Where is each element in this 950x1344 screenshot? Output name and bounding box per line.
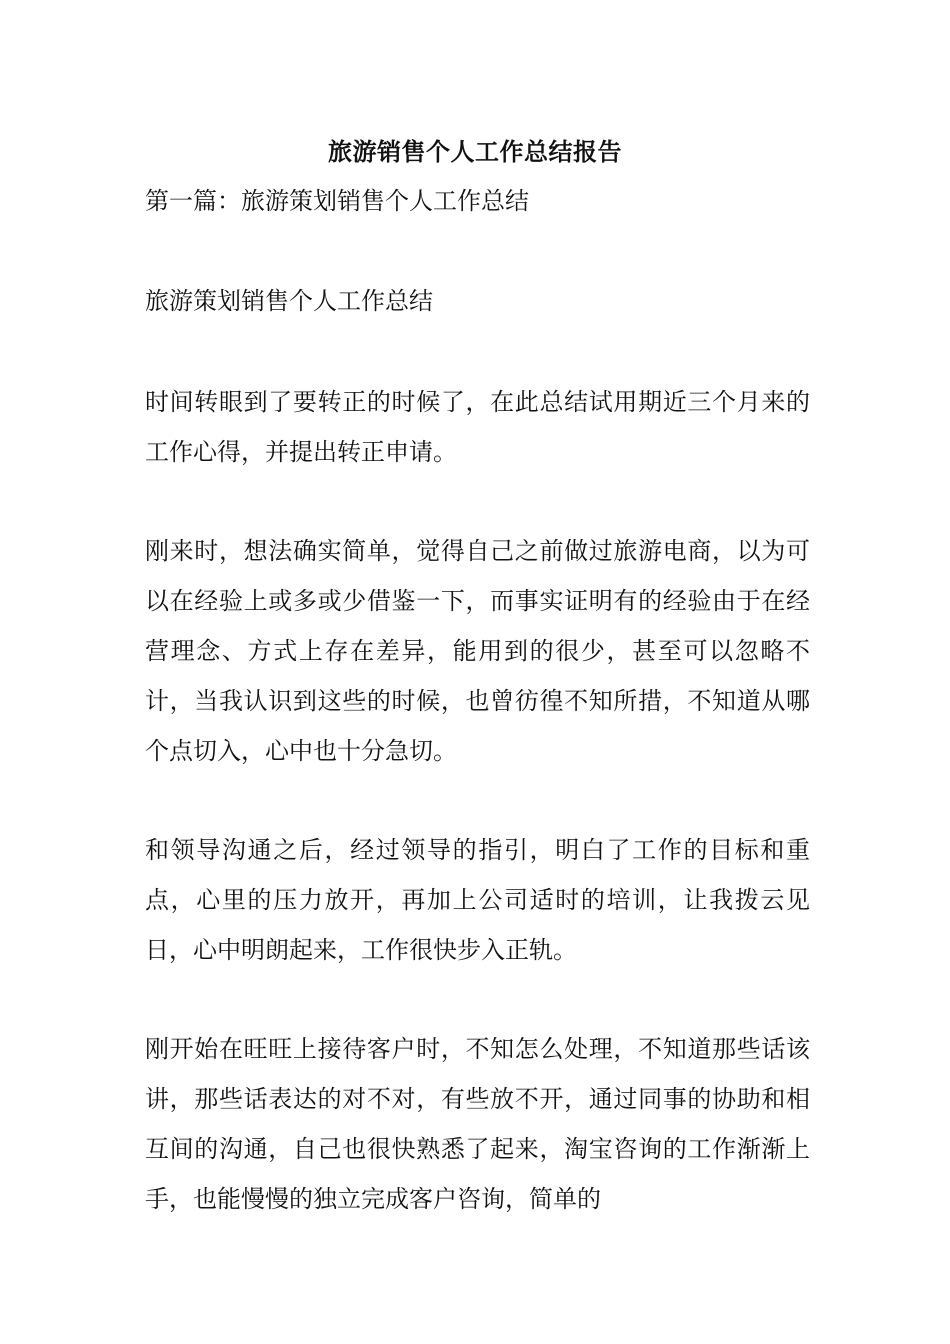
paragraph-3: 和领导沟通之后，经过领导的指引，明白了工作的目标和重点，心里的压力放开，再加上公司适时的培训，让我拨云见日，心中明朗起来，工作很快步入正轨。 bbox=[145, 836, 810, 964]
document-title: 旅游销售个人工作总结报告 bbox=[328, 137, 622, 166]
section-heading: 第一篇：旅游策划销售个人工作总结 bbox=[145, 187, 529, 215]
paragraph-4: 刚开始在旺旺上接待客户时，不知怎么处理，不知道那些话该讲，那些话表达的对不对，有些放不开，通过同事的协助和相互间的沟通，自己也很快熟悉了起来，淘宝咨询的工作渐渐上手，也能慢慢的独立完成客户咨询，简单的 bbox=[145, 1035, 810, 1213]
subheading: 旅游策划销售个人工作总结 bbox=[145, 287, 433, 315]
paragraph-1: 时间转眼到了要转正的时候了，在此总结试用期近三个月来的工作心得，并提出转正申请。 bbox=[145, 388, 810, 466]
paragraph-2: 刚来时，想法确实简单，觉得自己之前做过旅游电商，以为可以在经验上或多或少借鉴一下，而事实证明有的经验由于在经营理念、方式上存在差异，能用到的很少，甚至可以忽略不计，当我认识到这些的时候，也曾彷徨不知所措，不知道从哪个点切入，心中也十分急切。 bbox=[145, 537, 810, 765]
